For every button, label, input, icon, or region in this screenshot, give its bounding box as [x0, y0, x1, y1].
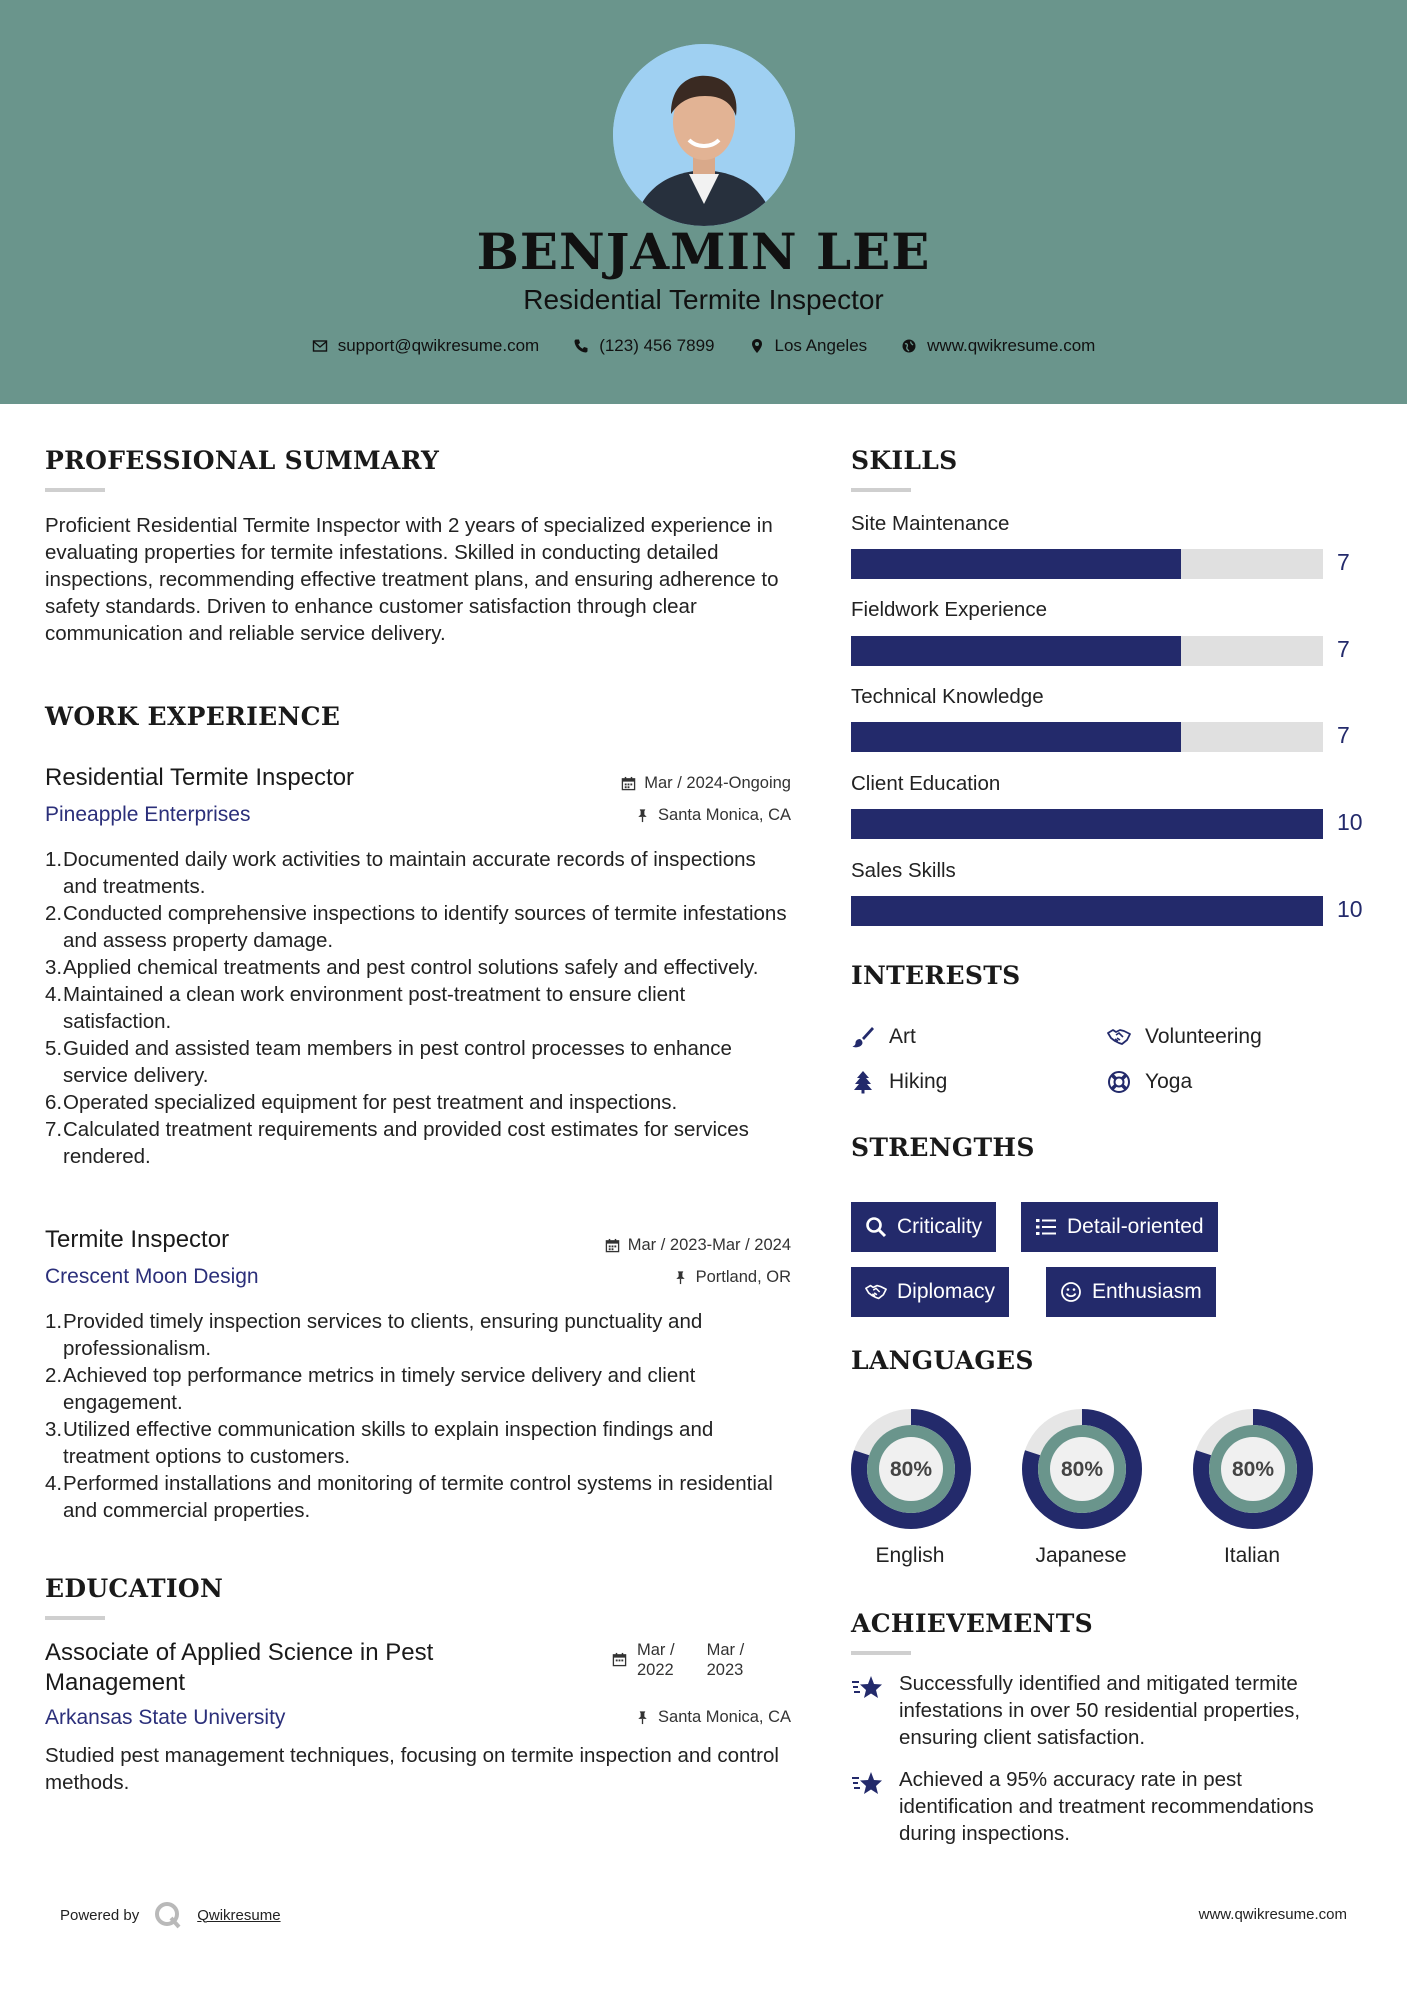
- skill-value: 7: [1337, 549, 1350, 575]
- job-title: Residential Termite Inspector: [45, 764, 355, 791]
- achievements-heading: ACHIEVEMENTS: [851, 1609, 1093, 1638]
- language-ring: [1192, 1408, 1314, 1535]
- skill-bar-fill: [851, 896, 1323, 926]
- education-location-text: Santa Monica, CA: [658, 1708, 791, 1726]
- contact-phone-text: (123) 456 7899: [599, 336, 715, 355]
- list-item: 5. Guided and assisted team members in pest control processes to enhance service delivery.: [45, 1037, 732, 1087]
- tree-icon: [851, 1070, 875, 1094]
- globe-icon: [901, 338, 917, 354]
- lifering-icon: [1107, 1070, 1131, 1094]
- job-location: [440, 1268, 791, 1287]
- summary-heading: PROFESSIONAL SUMMARY: [45, 446, 440, 475]
- handshake-icon: [865, 1281, 887, 1303]
- skill-label: Site Maintenance: [851, 512, 1010, 535]
- pushpin-icon: [673, 1270, 688, 1285]
- pushpin-icon: [635, 808, 650, 823]
- envelope-icon: [312, 338, 328, 354]
- interests-heading: INTERESTS: [851, 961, 1021, 990]
- calendar-icon: [612, 1652, 627, 1667]
- job-dates: [440, 1236, 791, 1255]
- skill-bar-fill: [851, 809, 1323, 839]
- language-percent: 80%: [1060, 1458, 1104, 1481]
- job-company: Pineapple Enterprises: [45, 803, 251, 826]
- language-ring: [1021, 1408, 1143, 1535]
- interest-item: Hiking: [851, 1070, 947, 1094]
- summary-heading-rule: [45, 488, 105, 492]
- strength-chip: Criticality: [851, 1202, 996, 1252]
- language-ring: [850, 1408, 972, 1535]
- footer-brand-link[interactable]: Qwikresume: [197, 1906, 281, 1924]
- language-ring-chart: [850, 1408, 972, 1530]
- language-name: English: [875, 1544, 945, 1567]
- list-item: 6. Operated specialized equipment for pest treatment and inspections.: [45, 1091, 678, 1114]
- list-item: 4. Maintained a clean work environment post-treatment to ensure client satisfaction.: [45, 983, 686, 1033]
- contact-location-text: Los Angeles: [774, 336, 868, 355]
- strengths-heading: STRENGTHS: [851, 1133, 1035, 1162]
- language-ring-chart: [1192, 1408, 1314, 1530]
- education-heading-rule: [45, 1616, 105, 1620]
- list-item: 7. Calculated treatment requirements and provided cost estimates for services rendered.: [45, 1118, 749, 1168]
- contact-website[interactable]: [901, 336, 1095, 356]
- star-award-icon: [851, 1672, 885, 1702]
- list-item: 1. Provided timely inspection services to clients, ensuring punctuality and professionalism.: [45, 1310, 703, 1360]
- job-company: Crescent Moon Design: [45, 1265, 259, 1288]
- contact-location: [749, 336, 868, 356]
- map-pin-icon: [749, 338, 765, 354]
- job-location: [440, 806, 791, 825]
- list-item: 1. Documented daily work activities to maintain accurate records of inspections and treatments.: [45, 848, 756, 898]
- interest-item: Yoga: [1107, 1070, 1192, 1094]
- job-dates-text: Mar / 2024-Ongoing: [644, 774, 791, 792]
- skill-label: Fieldwork Experience: [851, 598, 1047, 621]
- list-item: 4. Performed installations and monitoring of termite control systems in residential and commercial properties.: [45, 1472, 773, 1522]
- footer-website[interactable]: www.qwikresume.com: [1198, 1906, 1347, 1923]
- interest-item: Art: [851, 1025, 916, 1049]
- list-item: 2. Conducted comprehensive inspections to identify sources of termite infestations and assess property damage.: [45, 902, 787, 952]
- achievement-item: Achieved a 95% accuracy rate in pest identification and treatment recommendations during inspections.: [851, 1766, 1351, 1847]
- contact-website-text: www.qwikresume.com: [927, 336, 1096, 355]
- paintbrush-icon: [851, 1025, 875, 1049]
- skill-value: 10: [1337, 809, 1363, 835]
- job-location-text: Portland, OR: [695, 1268, 791, 1286]
- smile-icon: [1060, 1281, 1082, 1303]
- list-icon: [1035, 1216, 1057, 1238]
- achievements-heading-rule: [851, 1651, 911, 1655]
- skill-bar: [851, 896, 1323, 926]
- contact-bar: [0, 336, 1407, 356]
- skill-bar: [851, 809, 1323, 839]
- skill-label: Sales Skills: [851, 859, 956, 882]
- education-heading: EDUCATION: [45, 1574, 224, 1603]
- skills-heading: SKILLS: [851, 446, 958, 475]
- education-description: Studied pest management techniques, focusing on termite inspection and control methods.: [45, 1744, 779, 1794]
- handshake-icon: [1107, 1025, 1131, 1049]
- skill-bar-fill: [851, 636, 1181, 666]
- contact-phone[interactable]: [573, 336, 714, 356]
- job-dates: [440, 774, 791, 793]
- footer-powered-by: Powered by Qwikresume: [60, 1900, 281, 1930]
- phone-icon: [573, 338, 589, 354]
- achievement-item: Successfully identified and mitigated termite infestations in over 50 residential properties, ensuring client satisfaction.: [851, 1670, 1351, 1751]
- language-name: Italian: [1223, 1544, 1281, 1567]
- school-name: Arkansas State University: [45, 1706, 286, 1729]
- strength-chip: Enthusiasm: [1046, 1267, 1216, 1317]
- list-item: 3. Utilized effective communication skills to explain inspection findings and treatment options to customers.: [45, 1418, 714, 1468]
- list-item: 3. Applied chemical treatments and pest control solutions safely and effectively.: [45, 956, 759, 979]
- qwikresume-logo-icon: [153, 1900, 183, 1930]
- education-dates: [612, 1640, 744, 1680]
- summary-text: Proficient Residential Termite Inspector with 2 years of specialized experience in evaluating properties for termite infestations. Skilled in conducting detailed inspections, recommending effective treatment plans, and ensuring adherence to safety standards. Driven to enhance customer satisfaction through clear communication and reliable service delivery.: [45, 514, 779, 645]
- job-title: Termite Inspector: [45, 1226, 230, 1253]
- job-duties-list: [45, 1308, 790, 1524]
- avatar: [613, 44, 795, 226]
- candidate-title: Residential Termite Inspector: [523, 284, 884, 315]
- skill-label: Technical Knowledge: [851, 685, 1044, 708]
- list-item: 2. Achieved top performance metrics in timely service delivery and client engagement.: [45, 1364, 696, 1414]
- job-duties-list: [45, 846, 790, 1170]
- strength-chip: Diplomacy: [851, 1267, 1009, 1317]
- language-percent: 80%: [1231, 1458, 1275, 1481]
- education-start: Mar / 2022: [637, 1641, 675, 1679]
- calendar-icon: [605, 1238, 620, 1253]
- skill-bar-fill: [851, 549, 1181, 579]
- candidate-name: BENJAMIN LEE: [476, 222, 931, 281]
- contact-email[interactable]: [312, 336, 540, 356]
- language-ring-chart: [1021, 1408, 1143, 1530]
- strength-chip: Detail-oriented: [1021, 1202, 1218, 1252]
- skill-bar: [851, 549, 1323, 579]
- job-dates-text: Mar / 2023-Mar / 2024: [627, 1236, 791, 1254]
- resume-header: [0, 0, 1407, 404]
- search-icon: [865, 1216, 887, 1238]
- star-award-icon: [851, 1768, 885, 1798]
- skill-bar: [851, 722, 1323, 752]
- skill-bar: [851, 636, 1323, 666]
- education-end: Mar / 2023: [706, 1641, 745, 1679]
- experience-heading: WORK EXPERIENCE: [45, 702, 341, 731]
- interest-item: Volunteering: [1107, 1025, 1262, 1049]
- calendar-icon: [621, 776, 636, 791]
- profile-photo: [613, 44, 795, 226]
- languages-heading: LANGUAGES: [851, 1346, 1034, 1375]
- skills-heading-rule: [851, 488, 911, 492]
- skill-bar-fill: [851, 722, 1181, 752]
- contact-email-text: support@qwikresume.com: [337, 336, 540, 355]
- language-name: Japanese: [1035, 1544, 1127, 1567]
- education-location: [440, 1708, 791, 1727]
- skill-value: 10: [1337, 896, 1363, 922]
- language-percent: 80%: [889, 1458, 933, 1481]
- degree-title: Associate of Applied Science in Pest Management: [45, 1639, 434, 1696]
- skill-label: Client Education: [851, 772, 1001, 795]
- pushpin-icon: [635, 1710, 650, 1725]
- skill-value: 7: [1337, 722, 1350, 748]
- skill-value: 7: [1337, 636, 1350, 662]
- job-location-text: Santa Monica, CA: [658, 806, 791, 824]
